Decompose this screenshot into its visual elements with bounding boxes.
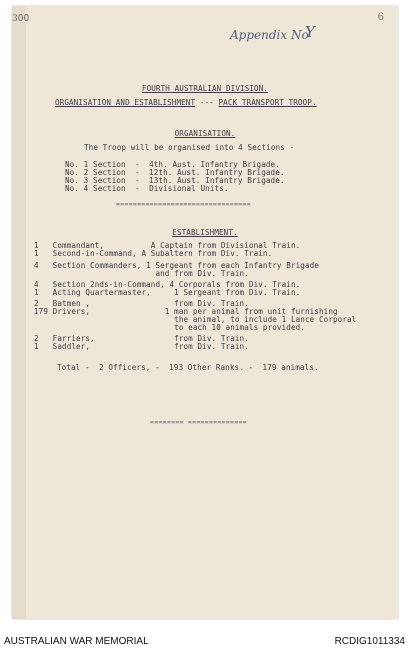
document-page <box>12 6 398 619</box>
appendix-mark: Y <box>305 23 315 41</box>
subtitle-left: ORGANISATION AND ESTABLISHMENT <box>55 98 196 107</box>
separator-line-1: ================================ <box>116 200 251 208</box>
page-edge <box>12 6 26 619</box>
establishment-row: 4 Section 2nds-in-Command, 4 Corporals from Div. Train. <box>34 280 301 289</box>
establishment-row: 1 Commandant, A Captain from Divisional Train. <box>34 241 301 250</box>
subtitle-right: PACK TRANSPORT TROOP. <box>218 98 317 107</box>
folio-number-left: 300 <box>12 14 30 24</box>
establishment-row: 2 Batmen , from Div. Train. <box>34 299 249 308</box>
establishment-row: 1 Second-in-Command, A Subaltern from Div. Train. <box>34 249 273 258</box>
section-row-2: No. 2 Section - 12th. Aust. Infantry Brigade. <box>65 168 285 177</box>
subtitle-separator: --- <box>195 98 219 107</box>
appendix-label: Appendix No <box>230 28 309 42</box>
establishment-row: and from Div. Train. <box>34 269 249 278</box>
separator-line-2: ======== ============== <box>150 418 247 426</box>
establishment-row: 1 Saddler, from Div. Train. <box>34 342 249 351</box>
archive-record-id: RCDIG1011334 <box>334 636 405 647</box>
section-row-4: No. 4 Section - Divisional Units. <box>65 184 229 193</box>
organisation-intro: The Troop will be organised into 4 Sections - <box>84 143 295 152</box>
establishment-row: the animal, to include 1 Lance Corporal <box>34 315 357 324</box>
establishment-row: to each 10 animals provided. <box>34 323 305 332</box>
section-row-1: No. 1 Section - 4th. Aust. Infantry Brigade. <box>65 160 280 169</box>
establishment-row: 2 Farriers, from Div. Train. <box>34 334 249 343</box>
establishment-row: 4 Section Commanders, 1 Sergeant from each Infantry Brigade <box>34 261 319 270</box>
establishment-row: 1 Acting Quartermaster, 1 Sergeant from Div. Train. <box>34 288 301 297</box>
establishment-row: 179 Drivers, 1 man per animal from unit furnishing <box>34 307 338 316</box>
organisation-heading: ORGANISATION. <box>174 129 236 138</box>
establishment-total: Total - 2 Officers, - 193 Other Ranks. - 179 animals. <box>57 363 319 372</box>
archive-credit: AUSTRALIAN WAR MEMORIAL <box>4 636 149 647</box>
document-title: FOURTH AUSTRALIAN DIVISION. <box>141 84 269 93</box>
section-row-3: No. 3 Section - 13th. Aust. Infantry Brigade. <box>65 176 285 185</box>
establishment-heading: ESTABLISHMENT. <box>172 228 238 237</box>
document-subtitle <box>55 98 317 107</box>
folio-number-right: 6 <box>377 12 384 23</box>
